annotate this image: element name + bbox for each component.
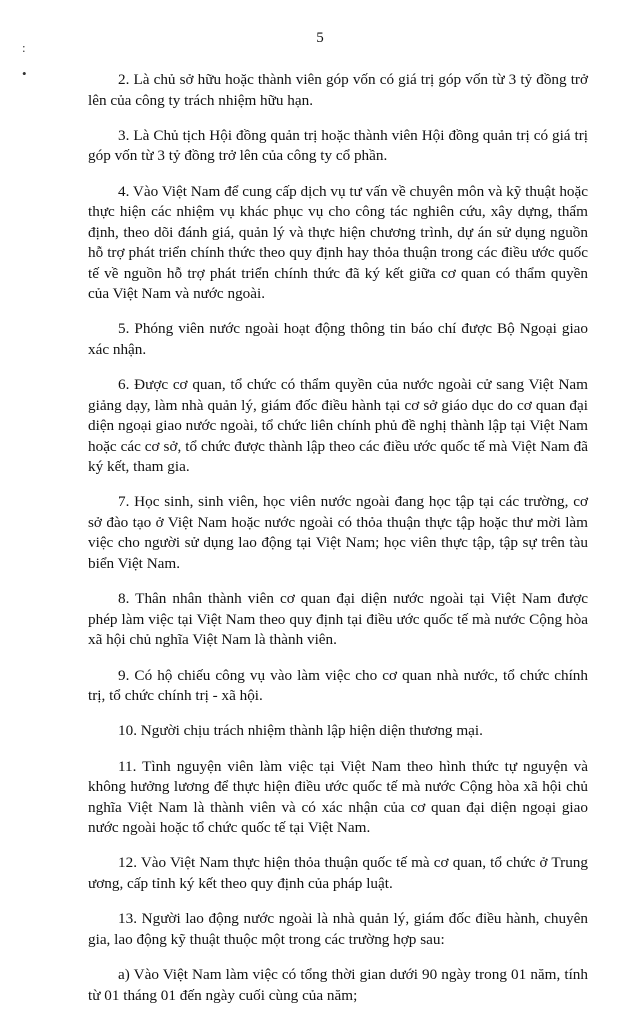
paragraph-item-11: 11. Tình nguyện viên làm việc tại Việt Nam theo hình thức tự nguyện và không hưởng lương để thực hiện điều ước quốc tế mà nước Cộng hòa xã hội chủ nghĩa Việt Nam là thành viên và có xác nhận của cơ quan đại diện ngoại giao nước ngoài hoặc tổ chức quốc tế tại Việt Nam. [88, 757, 588, 837]
paragraph-item-8: 8. Thân nhân thành viên cơ quan đại diện nước ngoài tại Việt Nam được phép làm việc tại Việt Nam theo quy định tại điều ước quốc tế mà nước Cộng hòa xã hội chủ nghĩa Việt Nam là thành viên. [88, 590, 588, 649]
margin-mark: : [22, 40, 26, 55]
margin-mark: • [22, 66, 27, 81]
paragraph-item-7: 7. Học sinh, sinh viên, học viên nước ngoài đang học tập tại các trường, cơ sở đào tạo ở Việt Nam hoặc nước ngoài có thỏa thuận thực tập hoặc thư mời làm việc cho người sử dụng lao động tại Việt Nam; học viên thực tập, tập sự trên tàu biển Việt Nam. [88, 493, 588, 572]
paragraph-item-5: 5. Phóng viên nước ngoài hoạt động thông tin báo chí được Bộ Ngoại giao xác nhận. [88, 320, 588, 358]
paragraph-item-12: 12. Vào Việt Nam thực hiện thỏa thuận quốc tế mà cơ quan, tổ chức ở Trung ương, cấp tỉnh ký kết theo quy định của pháp luật. [88, 854, 588, 892]
page-number: 5 [316, 30, 324, 46]
paragraph-item-10: 10. Người chịu trách nhiệm thành lập hiện diện thương mại. [118, 722, 483, 740]
paragraph-item-13: 13. Người lao động nước ngoài là nhà quản lý, giám đốc điều hành, chuyên gia, lao động kỹ thuật thuộc một trong các trường hợp sau: [88, 910, 588, 948]
paragraph-item-3: 3. Là Chủ tịch Hội đồng quản trị hoặc thành viên Hội đồng quản trị có giá trị góp vốn từ 3 tỷ đồng trở lên của công ty cổ phần. [88, 126, 588, 165]
document-body [88, 70, 588, 1021]
paragraph-item-4: 4. Vào Việt Nam để cung cấp dịch vụ tư vấn về chuyên môn và kỹ thuật hoặc thực hiện các nhiệm vụ khác phục vụ cho công tác nghiên cứu, xây dựng, thẩm định, theo dõi đánh giá, quản lý và thực hiện chương trình, dự án sử dụng nguồn hỗ trợ phát triển chính thức theo quy định hay thỏa thuận trong các điều ước quốc tế về nguồn hỗ trợ phát triển chính thức đã ký kết giữa cơ quan có thẩm quyền của Việt Nam và nước ngoài. [88, 182, 588, 303]
paragraph-item-2: 2. Là chủ sở hữu hoặc thành viên góp vốn có giá trị góp vốn từ 3 tỷ đồng trở lên của công ty trách nhiệm hữu hạn. [88, 71, 588, 109]
paragraph-item-9: 9. Có hộ chiếu công vụ vào làm việc cho cơ quan nhà nước, tổ chức chính trị, tổ chức chính trị - xã hội. [88, 666, 588, 705]
paragraph-item-6: 6. Được cơ quan, tổ chức có thẩm quyền của nước ngoài cử sang Việt Nam giảng dạy, làm nhà quản lý, giám đốc điều hành tại cơ sở giáo dục do cơ quan đại diện ngoại giao nước ngoài, tổ chức liên chính phủ đề nghị thành lập tại Việt Nam hoặc các cơ sở, tổ chức được thành lập theo các điều ước quốc tế mà Việt Nam đã ký kết, tham gia. [88, 376, 588, 476]
paragraph-subitem-a: a) Vào Việt Nam làm việc có tổng thời gian dưới 90 ngày trong 01 năm, tính từ 01 tháng 01 đến ngày cuối cùng của năm; [88, 966, 588, 1004]
